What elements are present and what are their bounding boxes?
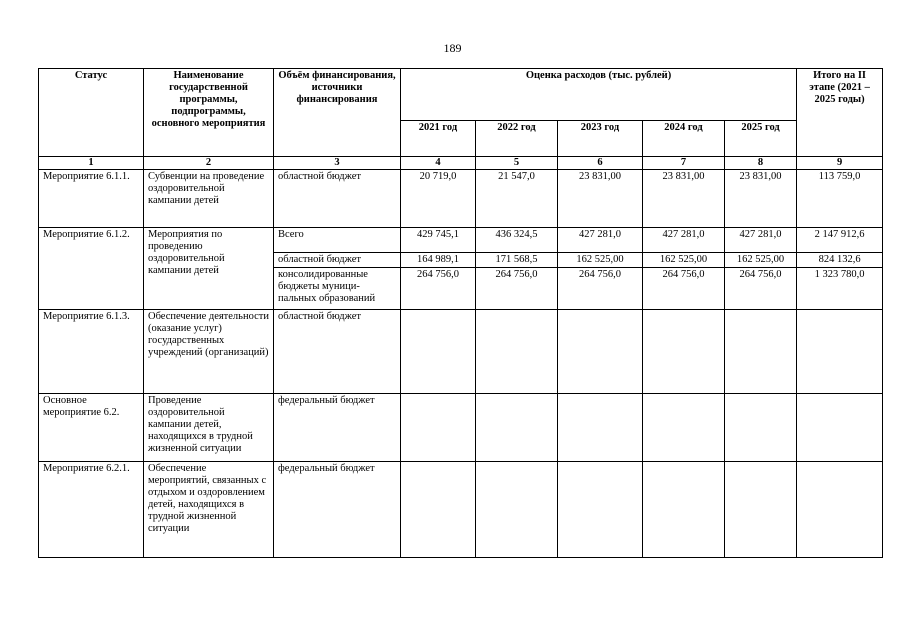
table-body bbox=[39, 170, 883, 558]
column-number: 4 bbox=[401, 157, 476, 170]
header-program-name: Наименование государственной программы, подпрограммы, основного мероприятия bbox=[144, 69, 274, 157]
column-number: 9 bbox=[797, 157, 883, 170]
value-cell: 427 281,0 bbox=[725, 228, 797, 253]
column-numbers-row bbox=[39, 157, 883, 170]
value-cell bbox=[643, 310, 725, 394]
value-cell bbox=[476, 394, 558, 462]
header-status: Статус bbox=[39, 69, 144, 157]
row-name: Обеспечение мероприятий, связанных с отдыхом и оздоровлением детей, находящихся в трудной жизненной ситуации bbox=[144, 462, 274, 558]
header-year: 2025 год bbox=[725, 121, 797, 157]
value-cell: 23 831,00 bbox=[558, 170, 643, 228]
column-number: 5 bbox=[476, 157, 558, 170]
row-source: Всего bbox=[274, 228, 401, 253]
row-status: Мероприятие 6.2.1. bbox=[39, 462, 144, 558]
value-cell: 427 281,0 bbox=[643, 228, 725, 253]
header-year: 2021 год bbox=[401, 121, 476, 157]
value-cell bbox=[401, 394, 476, 462]
table-row bbox=[39, 462, 883, 558]
value-cell bbox=[558, 462, 643, 558]
header-year: 2023 год bbox=[558, 121, 643, 157]
table-row bbox=[39, 170, 883, 228]
row-name: Субвенции на проведение оздоровительной кампании детей bbox=[144, 170, 274, 228]
column-number: 8 bbox=[725, 157, 797, 170]
value-cell: 162 525,00 bbox=[643, 253, 725, 268]
table-row bbox=[39, 228, 883, 253]
value-cell: 20 719,0 bbox=[401, 170, 476, 228]
row-source: федеральный бюджет bbox=[274, 462, 401, 558]
value-cell: 264 756,0 bbox=[476, 268, 558, 310]
row-source: областной бюджет bbox=[274, 170, 401, 228]
value-cell: 162 525,00 bbox=[558, 253, 643, 268]
value-cell: 429 745,1 bbox=[401, 228, 476, 253]
value-cell bbox=[725, 394, 797, 462]
value-cell: 264 756,0 bbox=[401, 268, 476, 310]
header-funding: Объём финансирования, источники финансирования bbox=[274, 69, 401, 157]
value-cell: 427 281,0 bbox=[558, 228, 643, 253]
value-cell: 23 831,00 bbox=[725, 170, 797, 228]
total-cell: 1 323 780,0 bbox=[797, 268, 883, 310]
total-cell bbox=[797, 394, 883, 462]
value-cell: 23 831,00 bbox=[643, 170, 725, 228]
value-cell: 171 568,5 bbox=[476, 253, 558, 268]
column-number: 3 bbox=[274, 157, 401, 170]
total-cell: 2 147 912,6 bbox=[797, 228, 883, 253]
total-cell: 824 132,6 bbox=[797, 253, 883, 268]
header-estimate: Оценка расходов (тыс. рублей) bbox=[401, 69, 797, 121]
value-cell bbox=[643, 462, 725, 558]
row-source: консолидированные бюджеты муници-пальных образований bbox=[274, 268, 401, 310]
row-source: федеральный бюджет bbox=[274, 394, 401, 462]
page-number: 189 bbox=[443, 41, 462, 55]
total-cell bbox=[797, 462, 883, 558]
row-status: Основное мероприятие 6.2. bbox=[39, 394, 144, 462]
row-status: Мероприятие 6.1.3. bbox=[39, 310, 144, 394]
row-source: областной бюджет bbox=[274, 310, 401, 394]
value-cell bbox=[643, 394, 725, 462]
value-cell: 264 756,0 bbox=[643, 268, 725, 310]
row-status: Мероприятие 6.1.1. bbox=[39, 170, 144, 228]
row-name: Мероприятия по проведению оздоровительной кампании детей bbox=[144, 228, 274, 310]
row-source: областной бюджет bbox=[274, 253, 401, 268]
column-number: 6 bbox=[558, 157, 643, 170]
value-cell bbox=[725, 310, 797, 394]
value-cell bbox=[558, 394, 643, 462]
row-status: Мероприятие 6.1.2. bbox=[39, 228, 144, 310]
row-name: Обеспечение деятельности (оказание услуг) государственных учреждений (организаций) bbox=[144, 310, 274, 394]
value-cell: 264 756,0 bbox=[558, 268, 643, 310]
column-number: 1 bbox=[39, 157, 144, 170]
table-header bbox=[39, 69, 883, 170]
table-row bbox=[39, 310, 883, 394]
value-cell bbox=[401, 310, 476, 394]
table-row bbox=[39, 394, 883, 462]
value-cell: 264 756,0 bbox=[725, 268, 797, 310]
header-total: Итого на II этапе (2021 – 2025 годы) bbox=[797, 69, 883, 157]
value-cell bbox=[725, 462, 797, 558]
value-cell bbox=[401, 462, 476, 558]
total-cell: 113 759,0 bbox=[797, 170, 883, 228]
row-name: Проведение оздоровительной кампании детей, находящихся в трудной жизненной ситуации bbox=[144, 394, 274, 462]
total-cell bbox=[797, 310, 883, 394]
value-cell bbox=[476, 310, 558, 394]
value-cell: 436 324,5 bbox=[476, 228, 558, 253]
value-cell: 21 547,0 bbox=[476, 170, 558, 228]
column-number: 2 bbox=[144, 157, 274, 170]
header-year: 2024 год bbox=[643, 121, 725, 157]
column-number: 7 bbox=[643, 157, 725, 170]
value-cell bbox=[558, 310, 643, 394]
value-cell bbox=[476, 462, 558, 558]
value-cell: 162 525,00 bbox=[725, 253, 797, 268]
budget-table bbox=[38, 68, 883, 558]
value-cell: 164 989,1 bbox=[401, 253, 476, 268]
header-year: 2022 год bbox=[476, 121, 558, 157]
